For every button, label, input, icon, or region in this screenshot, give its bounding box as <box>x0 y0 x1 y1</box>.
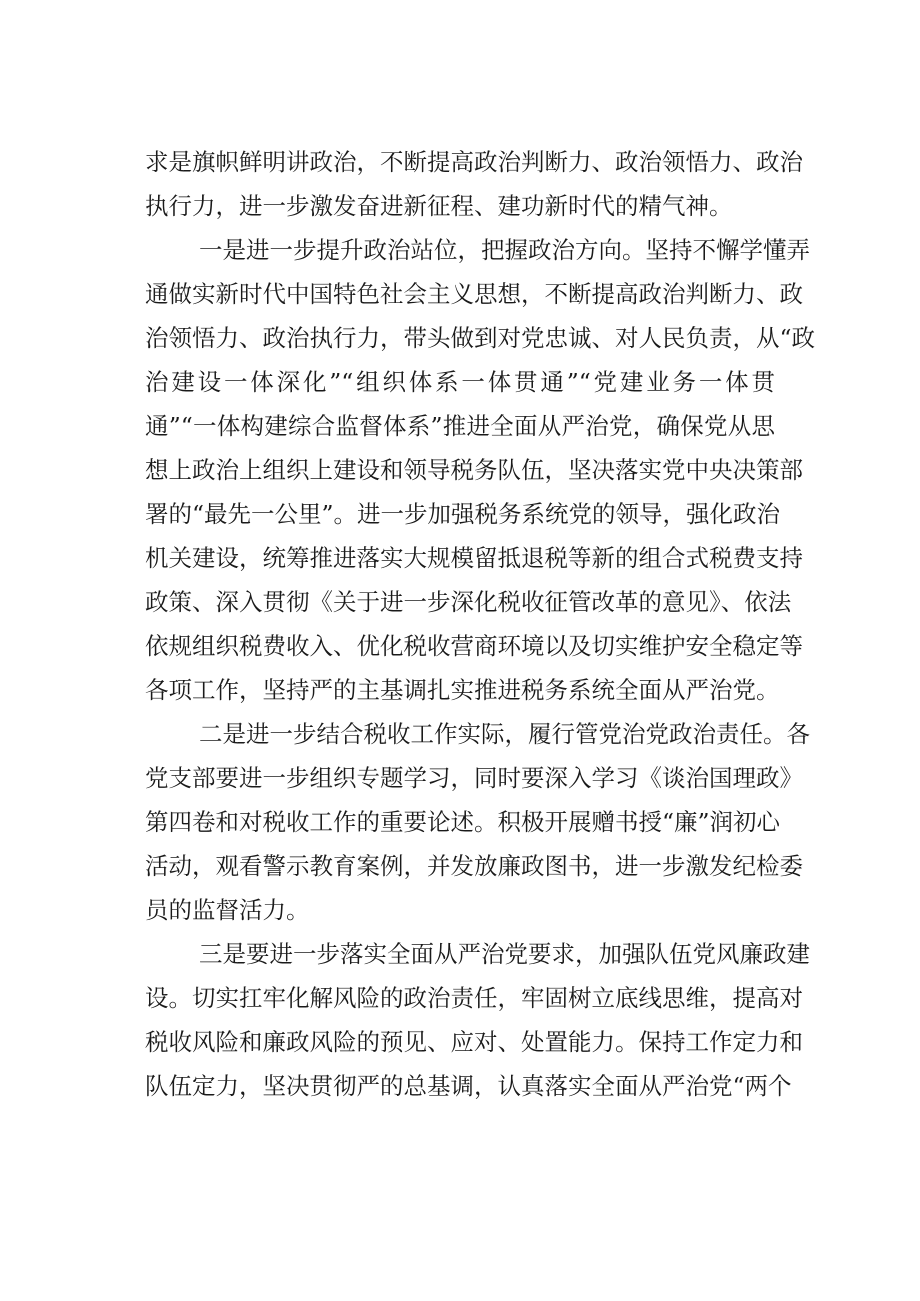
text-line: 治领悟力、政治执行力，带头做到对党忠诚、对人民负责，从“政 <box>145 324 816 352</box>
text-line: 队伍定力，坚决贯彻严的总基调，认真落实全面从严治党“两个 <box>145 1072 792 1100</box>
text-line: 想上政治上组织上建设和领导税务队伍，坚决落实党中央决策部 <box>145 456 803 484</box>
text-line: 三是要进一步落实全面从严治党要求，加强队伍党风廉政建 <box>199 940 810 968</box>
document-page <box>145 140 816 1108</box>
text-line: 执行力，进一步激发奋进新征程、建功新时代的精气神。 <box>145 192 733 220</box>
text-line: 设。切实扛牢化解风险的政治责任，牢固树立底线思维，提高对 <box>145 984 803 1012</box>
text-line: 治建设一体深化”“组织体系一体贯通”“党建业务一体贯 <box>145 368 775 396</box>
text-line: 一是进一步提升政治站位，把握政治方向。坚持不懈学懂弄 <box>199 236 810 264</box>
text-line: 税收风险和廉政风险的预见、应对、处置能力。保持工作定力和 <box>145 1028 803 1056</box>
text-line: 二是进一步结合税收工作实际，履行管党治党政治责任。各 <box>199 720 810 748</box>
paragraph-point-three <box>145 932 810 1108</box>
paragraph-continuation <box>145 140 803 228</box>
text-line: 员的监督活力。 <box>145 896 310 924</box>
paragraph-point-one <box>145 228 816 712</box>
text-line: 署的“最先一公里”。进一步加强税务系统党的领导，强化政治 <box>145 500 781 528</box>
text-line: 活动，观看警示教育案例，并发放廉政图书，进一步激发纪检委 <box>145 852 803 880</box>
text-line: 各项工作，坚持严的主基调扎实推进税务系统全面从严治党。 <box>145 676 780 704</box>
paragraph-point-two <box>145 712 810 932</box>
text-line: 党支部要进一步组织专题学习，同时要深入学习《谈治国理政》 <box>145 764 803 792</box>
text-line: 依规组织税费收入、优化税收营商环境以及切实维护安全稳定等 <box>145 632 803 660</box>
text-line: 机关建设，统筹推进落实大规模留抵退税等新的组合式税费支持 <box>145 544 803 572</box>
text-line: 求是旗帜鲜明讲政治，不断提高政治判断力、政治领悟力、政治 <box>145 148 803 176</box>
text-line: 通”“一体构建综合监督体系”推进全面从严治党，确保党从思 <box>145 412 775 440</box>
text-line: 政策、深入贯彻《关于进一步深化税收征管改革的意见》、依法 <box>145 588 792 616</box>
text-line: 第四卷和对税收工作的重要论述。积极开展赠书授“廉”润初心 <box>145 808 781 836</box>
text-line: 通做实新时代中国特色社会主义思想，不断提高政治判断力、政 <box>145 280 803 308</box>
